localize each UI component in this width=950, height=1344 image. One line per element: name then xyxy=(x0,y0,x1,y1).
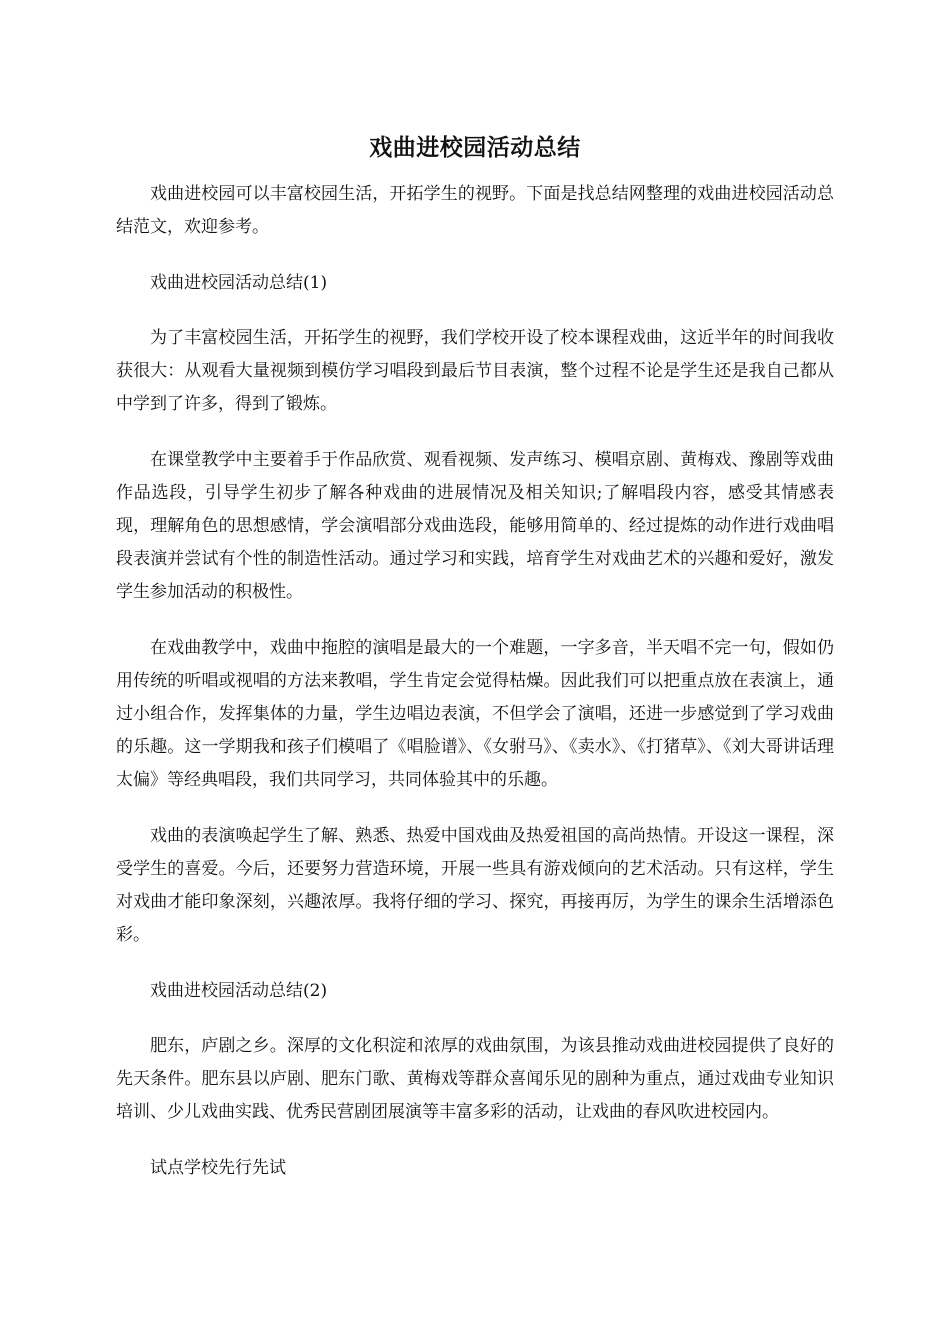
section-heading-1: 戏曲进校园活动总结(1) xyxy=(150,273,328,293)
body-paragraph: 在课堂教学中主要着手于作品欣赏、观看视频、发声练习、模唱京剧、黄梅戏、豫剧等戏曲作品选段，引导学生初步了解各种戏曲的进展情况及相关知识;了解唱段内容，感受其情感表现，理解角色的思想感情，学会演唱部分戏曲选段，能够用简单的、经过提炼的动作进行戏曲唱段表演并尝试有个性的制造性活动。通过学习和实践，培育学生对戏曲艺术的兴趣和爱好，激发学生参加活动的积极性。 xyxy=(116,450,834,602)
body-paragraph: 戏曲的表演唤起学生了解、熟悉、热爱中国戏曲及热爱祖国的高尚热情。开设这一课程，深受学生的喜爱。今后，还要努力营造环境，开展一些具有游戏倾向的艺术活动。只有这样，学生对戏曲才能印象深刻，兴趣浓厚。我将仔细的学习、探究，再接再厉，为学生的课余生活增添色彩。 xyxy=(116,826,834,945)
intro-paragraph: 戏曲进校园可以丰富校园生活，开拓学生的视野。下面是找总结网整理的戏曲进校园活动总结范文，欢迎参考。 xyxy=(116,184,834,237)
section-heading-2: 戏曲进校园活动总结(2) xyxy=(150,981,328,1001)
body-paragraph: 为了丰富校园生活，开拓学生的视野，我们学校开设了校本课程戏曲，这近半年的时间我收获很大：从观看大量视频到模仿学习唱段到最后节目表演，整个过程不论是学生还是我自己都从中学到了许多，得到了锻炼。 xyxy=(116,328,834,414)
subsection-heading: 试点学校先行先试 xyxy=(150,1158,286,1178)
body-paragraph: 在戏曲教学中，戏曲中拖腔的演唱是最大的一个难题，一字多音，半天唱不完一句，假如仍用传统的听唱或视唱的方法来教唱，学生肯定会觉得枯燥。因此我们可以把重点放在表演上，通过小组合作，发挥集体的力量，学生边唱边表演，不但学会了演唱，还进一步感觉到了学习戏曲的乐趣。这一学期我和孩子们模唱了《唱脸谱》、《女驸马》、《卖水》、《打猪草》、《刘大哥讲话理太偏》等经典唱段，我们共同学习，共同体验其中的乐趣。 xyxy=(116,638,834,790)
document-body xyxy=(116,178,834,1207)
body-paragraph: 肥东，庐剧之乡。深厚的文化积淀和浓厚的戏曲氛围，为该县推动戏曲进校园提供了良好的先天条件。肥东县以庐剧、肥东门歌、黄梅戏等群众喜闻乐见的剧种为重点，通过戏曲专业知识培训、少儿戏曲实践、优秀民营剧团展演等丰富多彩的活动，让戏曲的春风吹进校园内。 xyxy=(116,1036,834,1122)
document-title: 戏曲进校园活动总结 xyxy=(369,134,581,162)
